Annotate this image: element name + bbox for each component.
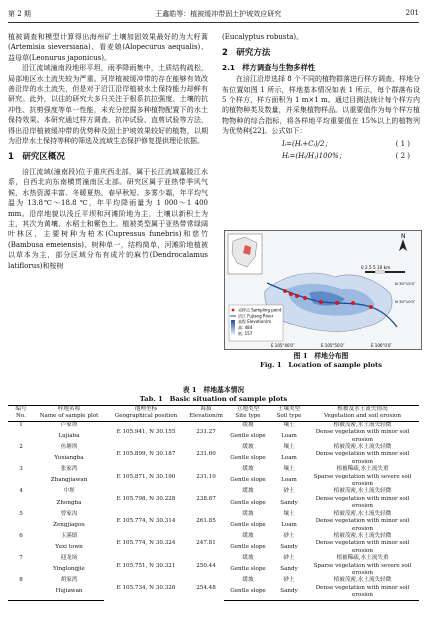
th-name-en: Name of sample plot bbox=[34, 413, 104, 421]
cell-veg-cn: 植被茂密,水土流失轻微 bbox=[333, 421, 392, 428]
cell-site-en: Gentle slope bbox=[230, 544, 266, 551]
equation-number: ( 1 ) bbox=[395, 139, 410, 148]
cell-elevation: 231.10 bbox=[196, 473, 216, 480]
equation-text: Hᵢ=(Hᵢ/Hⱼ)100%； bbox=[282, 152, 346, 161]
cell-veg-en: Sparse vegetation with severe soil erosion bbox=[313, 473, 412, 488]
cell-name-en: Zengjiagou bbox=[53, 521, 85, 528]
cell-soil-en: Sandy bbox=[272, 585, 306, 600]
cell-veg-en: Dense vegetation with minor soil erosion bbox=[315, 495, 410, 510]
cell-soil-en: Loam bbox=[281, 477, 297, 484]
table-row bbox=[8, 488, 419, 495]
svg-text:N 30°15′0″: N 30°15′0″ bbox=[395, 281, 416, 286]
th-elevation: 海拔 bbox=[188, 406, 224, 414]
th-position-en: Geographical position bbox=[104, 413, 188, 421]
cell-soil-en: Sandy bbox=[280, 544, 298, 551]
cell-elevation: 261.85 bbox=[196, 518, 216, 525]
table-caption-en: Tab. 1 Basic situation of sample plots bbox=[139, 394, 288, 403]
cell-position: E 105.899, N 30.187 bbox=[116, 451, 176, 458]
cell-soil-en: Sandy bbox=[280, 499, 298, 506]
cell-site-en: Gentle slope bbox=[230, 432, 266, 439]
paragraph: 涪江流域(潼南段)位于重庆西北部，属于长江流域嘉陵江水系，自西北向东南横贯潼南区北部。研究区属于亚热带季风气候，水热资源丰富、冬暖夏热，春早秋短、多雾少霜，年平均气温为 13.8℃～18.8 ℃，年平均降雨量为 1 000～1 400 mm。沿岸地貌以浅丘平坝和河滩阶地为主，土壤以新积土为主，其次为黄壤、水稻土和紫色土。植被类型属于亚热带常绿阔叶林区，主要树种为柏木(Cupressus funebris)和慈竹(Bambusa emeiensis)、树种单一，结构简单，河滩阶地植被以草本为主，部分区域分布有成片的麻竹(Dendrocalamus latiflorus)和桉树 bbox=[8, 167, 208, 270]
cell-elevation: 250.44 bbox=[196, 562, 216, 569]
cell-no: 1 bbox=[19, 421, 23, 428]
svg-text:E 105°50′0″: E 105°50′0″ bbox=[321, 343, 345, 348]
cell-soil-cn: 砂土 bbox=[283, 532, 295, 539]
svg-text:E 105°40′0″: E 105°40′0″ bbox=[271, 343, 295, 348]
table-header-cn bbox=[8, 406, 419, 414]
cell-veg-en: Dense vegetation with minor soil erosion bbox=[315, 518, 410, 532]
table-row bbox=[8, 421, 419, 429]
figure-caption-cn: 图 1 样地分布图 bbox=[293, 352, 349, 360]
table-row bbox=[8, 577, 419, 584]
th-soil: 土壤类型 bbox=[272, 406, 306, 414]
th-veg-en: Vegetation and soil erosion bbox=[306, 413, 419, 421]
svg-text:N 30°10′0″: N 30°10′0″ bbox=[395, 299, 416, 304]
cell-name-en: Hujiawan bbox=[34, 585, 104, 600]
svg-text:高: 484: 高: 484 bbox=[238, 325, 253, 330]
cell-position: E 105.871, N 30.190 bbox=[116, 473, 176, 480]
cell-name-en: Yinglongjie bbox=[53, 566, 85, 573]
svg-text:低: 157: 低: 157 bbox=[238, 331, 253, 336]
cell-name-cn: 中坝 bbox=[63, 488, 75, 495]
map-graphic bbox=[225, 231, 421, 349]
figure-caption bbox=[222, 352, 420, 370]
cell-name-en: Lujiaba bbox=[58, 432, 80, 439]
cell-site-en: Gentle slope bbox=[230, 499, 266, 506]
cell-veg-en: Dense vegetation with minor soil erosion bbox=[315, 540, 410, 554]
paragraph: 沿江流域潼南段地形平坦，雨季降雨集中，土质结构疏松，局部地区水土流失较为严重。河岸植被缓冲带的存在能够有效改善沿岸的水土流失，但是对于沿江沿岸植被水土保持能力却鲜有研究。此外，以往的研究大多只关注于根系抗拉强度、土壤的抗冲性、抗剪强度等单一性能，未充分挖掘多种植物配置下的水土保持效果。本研究通过样方调查、抗冲试验、直剪试验等方法，得出沿岸植被缓冲带的优势种及固土护坡效果较好的植物，以期为沿岸水土保持等种的筛选及流域生态保护修复提供理论依据。 bbox=[8, 64, 208, 146]
cell-soil-en: Loam bbox=[281, 521, 297, 528]
cell-name-cn: 曾家沟 bbox=[60, 510, 78, 517]
th-soil-en: Soil type bbox=[272, 413, 306, 421]
cell-site-en: Gentle slope bbox=[230, 455, 266, 462]
cell-veg-cn: 植被稀疏,水土流失重 bbox=[336, 555, 389, 562]
cell-veg-en: Dense vegetation with minor soil erosion bbox=[315, 451, 410, 465]
cell-soil-cn: 壤土 bbox=[283, 466, 295, 473]
th-name: 样地名称 bbox=[34, 406, 104, 414]
cell-empty bbox=[8, 518, 34, 533]
sample-plot-map bbox=[224, 230, 422, 350]
cell-name-cn: 迎龙场 bbox=[60, 555, 78, 562]
cell-site-en: Gentle slope bbox=[230, 477, 266, 484]
cell-site-cn: 缓坡 bbox=[242, 510, 254, 517]
map-legend bbox=[229, 305, 283, 341]
cell-position: E 105.774, N 30.314 bbox=[116, 518, 176, 525]
cell-name-cn: 鱼塘坝 bbox=[60, 444, 78, 451]
cell-veg-en: Sparse vegetation with severe soil erosion bbox=[313, 562, 412, 576]
left-column bbox=[8, 32, 208, 271]
right-column bbox=[222, 32, 420, 163]
svg-text:0 2.5 5 10 km: 0 2.5 5 10 km bbox=[361, 265, 391, 270]
svg-text:涪江 Fujiang River: 涪江 Fujiang River bbox=[238, 313, 274, 319]
svg-text:高程 Elevation/m: 高程 Elevation/m bbox=[238, 319, 272, 324]
cell-soil-en: Loam bbox=[281, 455, 297, 462]
cell-elevation: 231.27 bbox=[196, 429, 216, 436]
th-no: 编号 bbox=[8, 406, 34, 414]
cell-no: 5 bbox=[19, 510, 23, 517]
cell-elevation: 254.48 bbox=[196, 585, 216, 591]
cell-veg-en: Dense vegetation with minor soil erosion bbox=[306, 585, 419, 600]
cell-elevation: 247.81 bbox=[196, 540, 216, 547]
paragraph: 植被调查和模型计算得出海州矿土壤加固效果最好的为大籽蒿(Artemisia sieversiana)、看麦娘(Alopecurus aequalis)、益母草(Leonurus japonicus)。 bbox=[8, 33, 208, 62]
cell-veg-cn: 植被茂密,水土流失轻微 bbox=[333, 488, 392, 495]
running-title: 王鑫皓等：植被缓冲带固土护坡效应研究 bbox=[155, 10, 282, 18]
table-row bbox=[8, 511, 419, 518]
paragraph: (Eucalyptus robusta)。 bbox=[222, 33, 304, 41]
table-caption bbox=[8, 386, 419, 403]
cell-no: 4 bbox=[19, 488, 23, 495]
cell-name-en: Zhongba bbox=[56, 499, 82, 506]
cell-empty bbox=[8, 429, 34, 444]
table-row bbox=[8, 444, 419, 451]
table-row bbox=[8, 555, 419, 562]
cell-veg-cn: 植被茂密,水土流失轻微 bbox=[333, 532, 392, 539]
cell-site-cn: 缓坡 bbox=[242, 421, 254, 428]
cell-no: 3 bbox=[19, 466, 23, 473]
cell-soil-cn: 砂土 bbox=[283, 488, 295, 495]
cell-position: E 105.751, N 30.321 bbox=[116, 562, 176, 569]
cell-empty bbox=[8, 585, 34, 600]
cell-empty bbox=[8, 563, 34, 578]
svg-text:E 106°0′0″: E 106°0′0″ bbox=[371, 343, 392, 348]
cell-veg-en: Dense vegetation with minor soil erosion bbox=[315, 429, 410, 443]
cell-soil-cn: 砂土 bbox=[283, 555, 295, 562]
equation-1 bbox=[222, 139, 420, 149]
cell-no: 2 bbox=[19, 444, 23, 451]
figure-caption-en: Fig. 1 Location of sample plots bbox=[260, 361, 382, 369]
cell-elevation: 231.60 bbox=[196, 451, 216, 458]
equation-number: ( 2 ) bbox=[395, 152, 410, 161]
cell-soil-cn: 壤土 bbox=[283, 444, 295, 451]
cell-site-en: Gentle slope bbox=[230, 566, 266, 573]
cell-soil-cn: 砂土 bbox=[283, 577, 295, 584]
cell-empty bbox=[8, 540, 34, 555]
cell-soil-cn: 壤土 bbox=[283, 421, 295, 428]
paragraph: 在涪江沿岸选择 8 个不同的植物群落进行样方调查，样地分布位置如图 1 所示，样地基本情况如表 1 所示，每个群落布设 5 个样方，样方面积为 1 m×1 m。通过目测法统计每个样方内的植物种类及数量，并采集植物样品。以重要值作为每个样方植物物种的综合指标，将各样地平均重要值在 15%以上的植物列为优势种[22]。公式如下： bbox=[222, 75, 420, 136]
table-row bbox=[8, 466, 419, 473]
issue-label: 第 2 期 bbox=[8, 10, 31, 18]
cell-site-cn: 缓坡 bbox=[242, 466, 254, 473]
svg-text:采样点 Sampling point: 采样点 Sampling point bbox=[238, 307, 282, 313]
cell-no: 8 bbox=[19, 577, 23, 584]
table-row bbox=[8, 533, 419, 540]
cell-site-cn: 缓坡 bbox=[242, 488, 254, 495]
cell-position: E 105.798, N 30.228 bbox=[116, 495, 176, 502]
cell-veg-cn: 植被茂密,水土流失轻微 bbox=[333, 577, 392, 584]
cell-empty bbox=[8, 496, 34, 511]
cell-no: 7 bbox=[19, 555, 23, 562]
cell-veg-cn: 植被茂密,水土流失轻微 bbox=[333, 510, 392, 517]
section-heading: 1 研究区概况 bbox=[8, 152, 65, 163]
th-position: 地理坐标 bbox=[104, 406, 188, 414]
table-caption-cn: 表 1 样地基本情况 bbox=[182, 386, 245, 394]
cell-name-en: Yuxiangba bbox=[54, 455, 84, 462]
cell-name-cn: 张家湾 bbox=[60, 466, 78, 473]
subsection-heading: 2.1 样方调查与生物多样性 bbox=[222, 62, 316, 72]
sample-plot-table bbox=[8, 405, 419, 601]
cell-site-en: Gentle slope bbox=[224, 585, 272, 600]
cell-veg-cn: 植被稀疏,水土流失重 bbox=[336, 466, 389, 473]
running-header bbox=[8, 9, 419, 21]
cell-position: E 105.941, N 30.155 bbox=[116, 429, 176, 436]
cell-no: 6 bbox=[19, 532, 23, 539]
th-veg: 植被及水土流失情况 bbox=[306, 406, 419, 414]
page-number: 201 bbox=[405, 9, 419, 17]
th-no-en: No. bbox=[8, 413, 34, 421]
cell-elevation: 238.87 bbox=[196, 495, 216, 502]
cell-name-en: Zhangjiawan bbox=[50, 477, 88, 484]
cell-veg-cn: 植被茂密,水土流失轻微 bbox=[333, 444, 392, 451]
cell-position: E 105.774, N 30.324 bbox=[116, 540, 176, 547]
cell-soil-cn: 壤土 bbox=[283, 510, 295, 517]
th-elevation-en: Elevation/m bbox=[189, 413, 223, 420]
equation-2 bbox=[222, 151, 420, 161]
cell-site-en: Gentle slope bbox=[230, 521, 266, 528]
cell-site-cn: 缓坡 bbox=[242, 577, 254, 584]
svg-text:N: N bbox=[401, 233, 406, 240]
cell-empty bbox=[8, 451, 34, 466]
th-site: 立地类型 bbox=[224, 406, 272, 414]
cell-empty bbox=[8, 474, 34, 489]
cell-name-cn: 玉溪镇 bbox=[60, 532, 78, 539]
cell-site-cn: 缓坡 bbox=[242, 444, 254, 451]
table-header-en bbox=[8, 413, 419, 421]
cell-name-en: Yuxi town bbox=[55, 544, 83, 551]
cell-name-cn: 卢家坝 bbox=[60, 421, 78, 428]
cell-name-cn: 胡家湾 bbox=[60, 577, 78, 584]
equation-text: Iᵢ=(Hᵢ+Cᵢ)/2； bbox=[282, 139, 332, 148]
header-rule bbox=[8, 22, 419, 23]
cell-soil-en: Loam bbox=[281, 432, 297, 439]
cell-soil-en: Sandy bbox=[280, 566, 298, 573]
th-site-en: Site type bbox=[224, 413, 272, 421]
cell-position: E 105.734, N 30.326 bbox=[116, 585, 176, 591]
cell-site-cn: 缓坡 bbox=[242, 532, 254, 539]
section-heading: 2 研究方法 bbox=[222, 48, 271, 59]
cell-site-cn: 缓坡 bbox=[242, 555, 254, 562]
